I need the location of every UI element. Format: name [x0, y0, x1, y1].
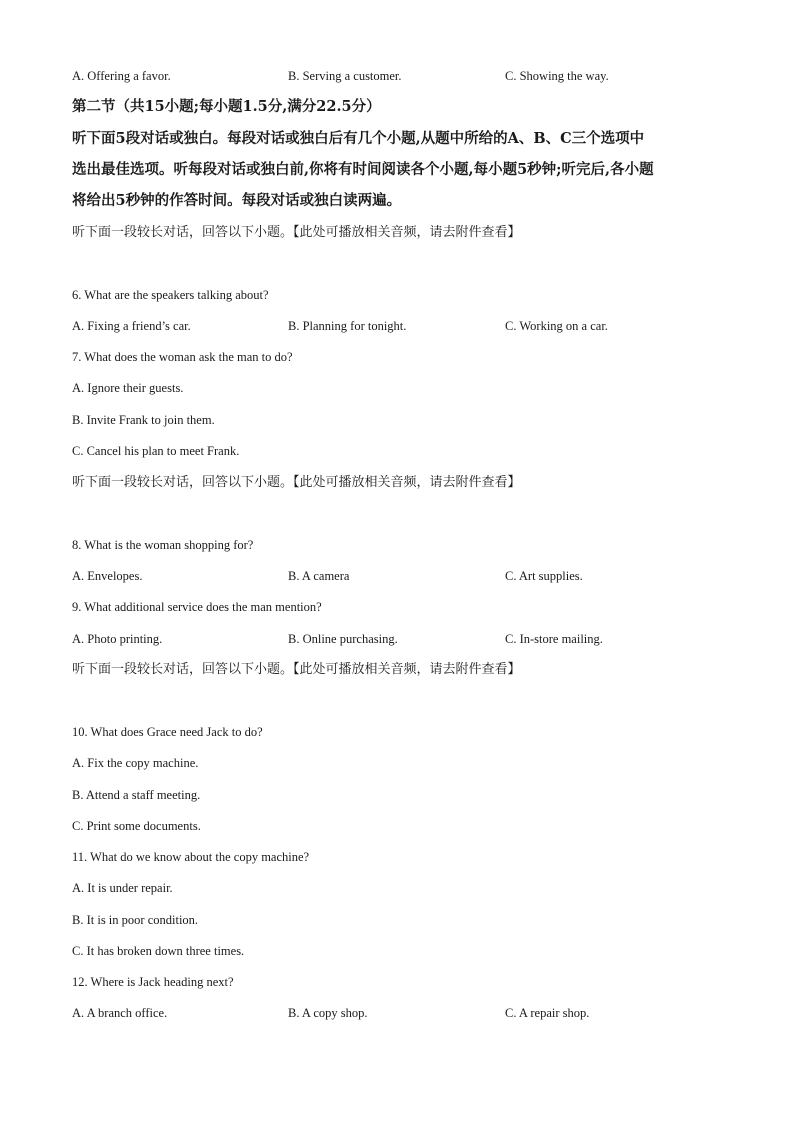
listen-note: 听下面一段较长对话，回答以下小题。【此处可播放相关音频，请去附件查看】: [72, 225, 521, 240]
section-instruction-2: 选出最佳选项。听每段对话或独白前,你将有时间阅读各个小题,每小题5秒钟;听完后,各小题: [72, 161, 654, 178]
option-b: B. A camera: [288, 569, 350, 583]
q8-options: [72, 568, 752, 584]
option-c: C. In-store mailing.: [505, 632, 603, 646]
option-a: A. A branch office.: [72, 1006, 168, 1020]
q7-option-a: A. Ignore their guests.: [72, 381, 184, 395]
listen-note: 听下面一段较长对话，回答以下小题。【此处可播放相关音频，请去附件查看】: [72, 662, 521, 677]
question-9: 9. What additional service does the man mention?: [72, 600, 322, 614]
option-c: C. Art supplies.: [505, 569, 583, 583]
q11-option-c: C. It has broken down three times.: [72, 944, 245, 958]
option-c: C. Working on a car.: [505, 319, 608, 333]
q6-options: [72, 318, 752, 334]
section-title: 第二节（共15小题;每小题1.5分,满分22.5分）: [72, 98, 381, 115]
question-8: 8. What is the woman shopping for?: [72, 538, 254, 552]
section-instruction-3: 将给出5秒钟的作答时间。每段对话或独白读两遍。: [72, 192, 402, 209]
option-b: B. A copy shop.: [288, 1006, 368, 1020]
q10-option-c: C. Print some documents.: [72, 819, 201, 833]
q9-options: [72, 631, 752, 647]
option-b: B. Online purchasing.: [288, 632, 398, 646]
option-c: C. Showing the way.: [505, 69, 609, 83]
option-a: A. Envelopes.: [72, 569, 143, 583]
q7-option-b: B. Invite Frank to join them.: [72, 413, 215, 427]
section-instruction-1: 听下面5段对话或独白。每段对话或独白后有几个小题,从题中所给的A、B、C三个选项中: [72, 130, 645, 147]
q12-options: [72, 1005, 752, 1021]
option-a: A. Fixing a friend’s car.: [72, 319, 191, 333]
question-6: 6. What are the speakers talking about?: [72, 288, 269, 302]
question-7: 7. What does the woman ask the man to do?: [72, 350, 293, 364]
q7-option-c: C. Cancel his plan to meet Frank.: [72, 444, 240, 458]
question-11: 11. What do we know about the copy machine?: [72, 850, 310, 864]
option-a: A. Photo printing.: [72, 632, 163, 646]
listen-note: 听下面一段较长对话，回答以下小题。【此处可播放相关音频，请去附件查看】: [72, 475, 521, 490]
option-c: C. A repair shop.: [505, 1006, 590, 1020]
option-a: A. Offering a favor.: [72, 69, 171, 83]
option-b: B. Serving a customer.: [288, 69, 402, 83]
q5-options: [72, 68, 752, 84]
q11-option-b: B. It is in poor condition.: [72, 913, 199, 927]
option-b: B. Planning for tonight.: [288, 319, 407, 333]
q11-option-a: A. It is under repair.: [72, 881, 173, 895]
q10-option-b: B. Attend a staff meeting.: [72, 788, 201, 802]
question-12: 12. Where is Jack heading next?: [72, 975, 234, 989]
question-10: 10. What does Grace need Jack to do?: [72, 725, 263, 739]
q10-option-a: A. Fix the copy machine.: [72, 756, 199, 770]
